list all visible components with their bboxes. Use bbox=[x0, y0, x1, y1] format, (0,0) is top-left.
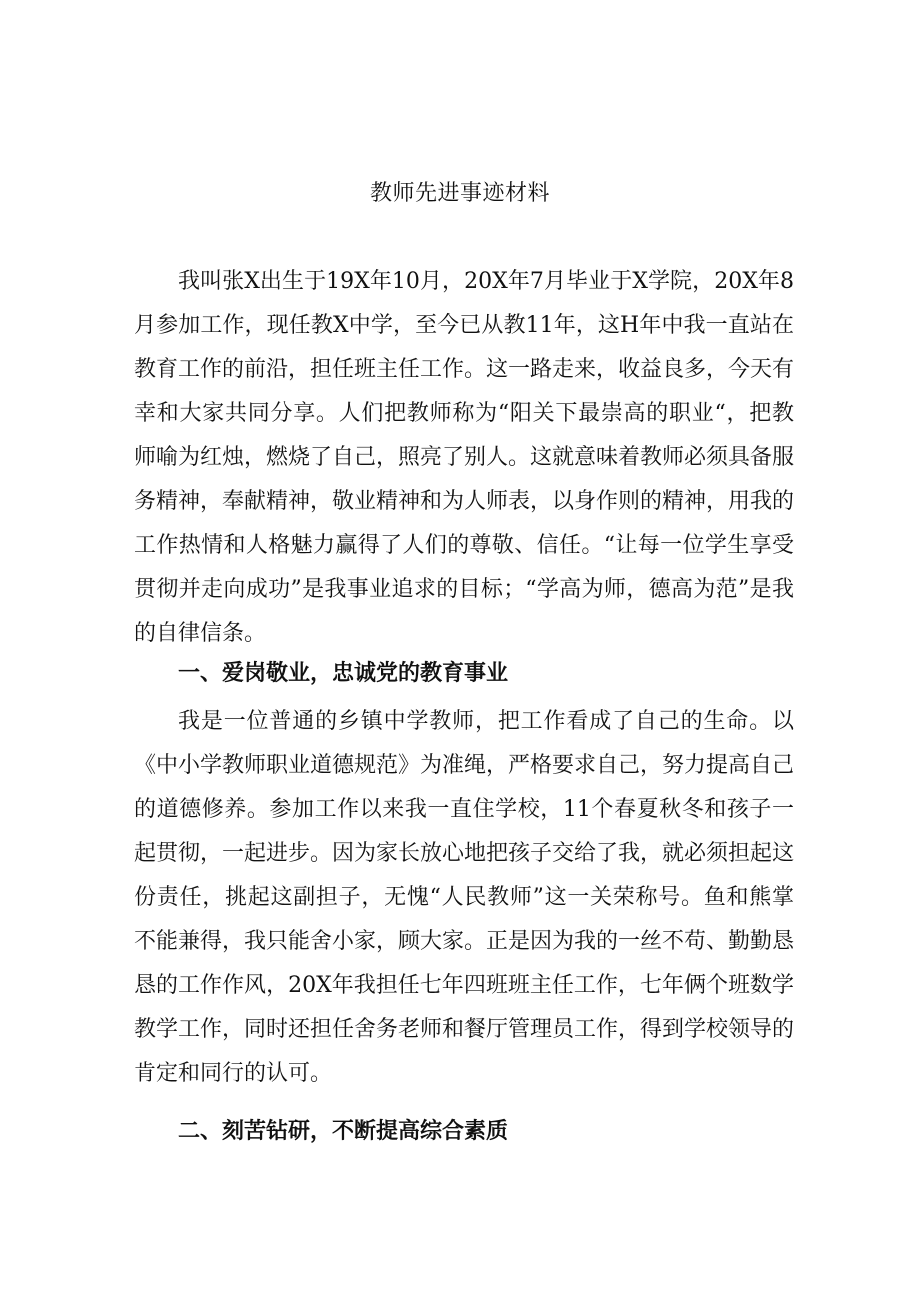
section-1-heading: 一、爱岗敬业，忠诚党的教育事业 bbox=[178, 661, 509, 686]
section-2-heading: 二、刻苦钻研，不断提高综合素质 bbox=[178, 1119, 509, 1144]
intro-paragraph: 我叫张X出生于19X年10月，20X年7月毕业于X学院，20X年8月参加工作，现任教X中学，至今已从教11年，这H年中我一直站在教育工作的前沿，担任班主任工作。这一路走来，收益良多，今天有幸和大家共同分享。人们把教师称为“阳关下最崇高的职业“，把教师喻为红烛，燃烧了自己，照亮了别人。这就意味着教师必须具备服务精神，奉献精神，敬业精神和为人师表，以身作则的精神，用我的工作热情和人格魅力赢得了人们的尊敬、信任。“让每一位学生享受贯彻并走向成功”是我事业追求的目标；“学高为师，德高为范”是我的自律信条。 bbox=[134, 269, 795, 646]
section-1-paragraph: 我是一位普通的乡镇中学教师，把工作看成了自己的生命。以《中小学教师职业道德规范》为准绳，严格要求自己，努力提高自己的道德修养。参加工作以来我一直住学校，11个春夏秋冬和孩子一起贯彻，一起进步。因为家长放心地把孩子交给了我，就必须担起这份责任，挑起这副担子，无愧“人民教师”这一关荣称号。鱼和熊掌不能兼得，我只能舍小家，顾大家。正是因为我的一丝不苟、勤勤恳恳的工作作风，20X年我担任七年四班班主任工作，七年俩个班数学教学工作，同时还担任舍务老师和餐厅管理员工作，得到学校领导的肯定和同行的认可。 bbox=[134, 709, 795, 1086]
document-title: 教师先进事迹材料 bbox=[369, 181, 550, 206]
